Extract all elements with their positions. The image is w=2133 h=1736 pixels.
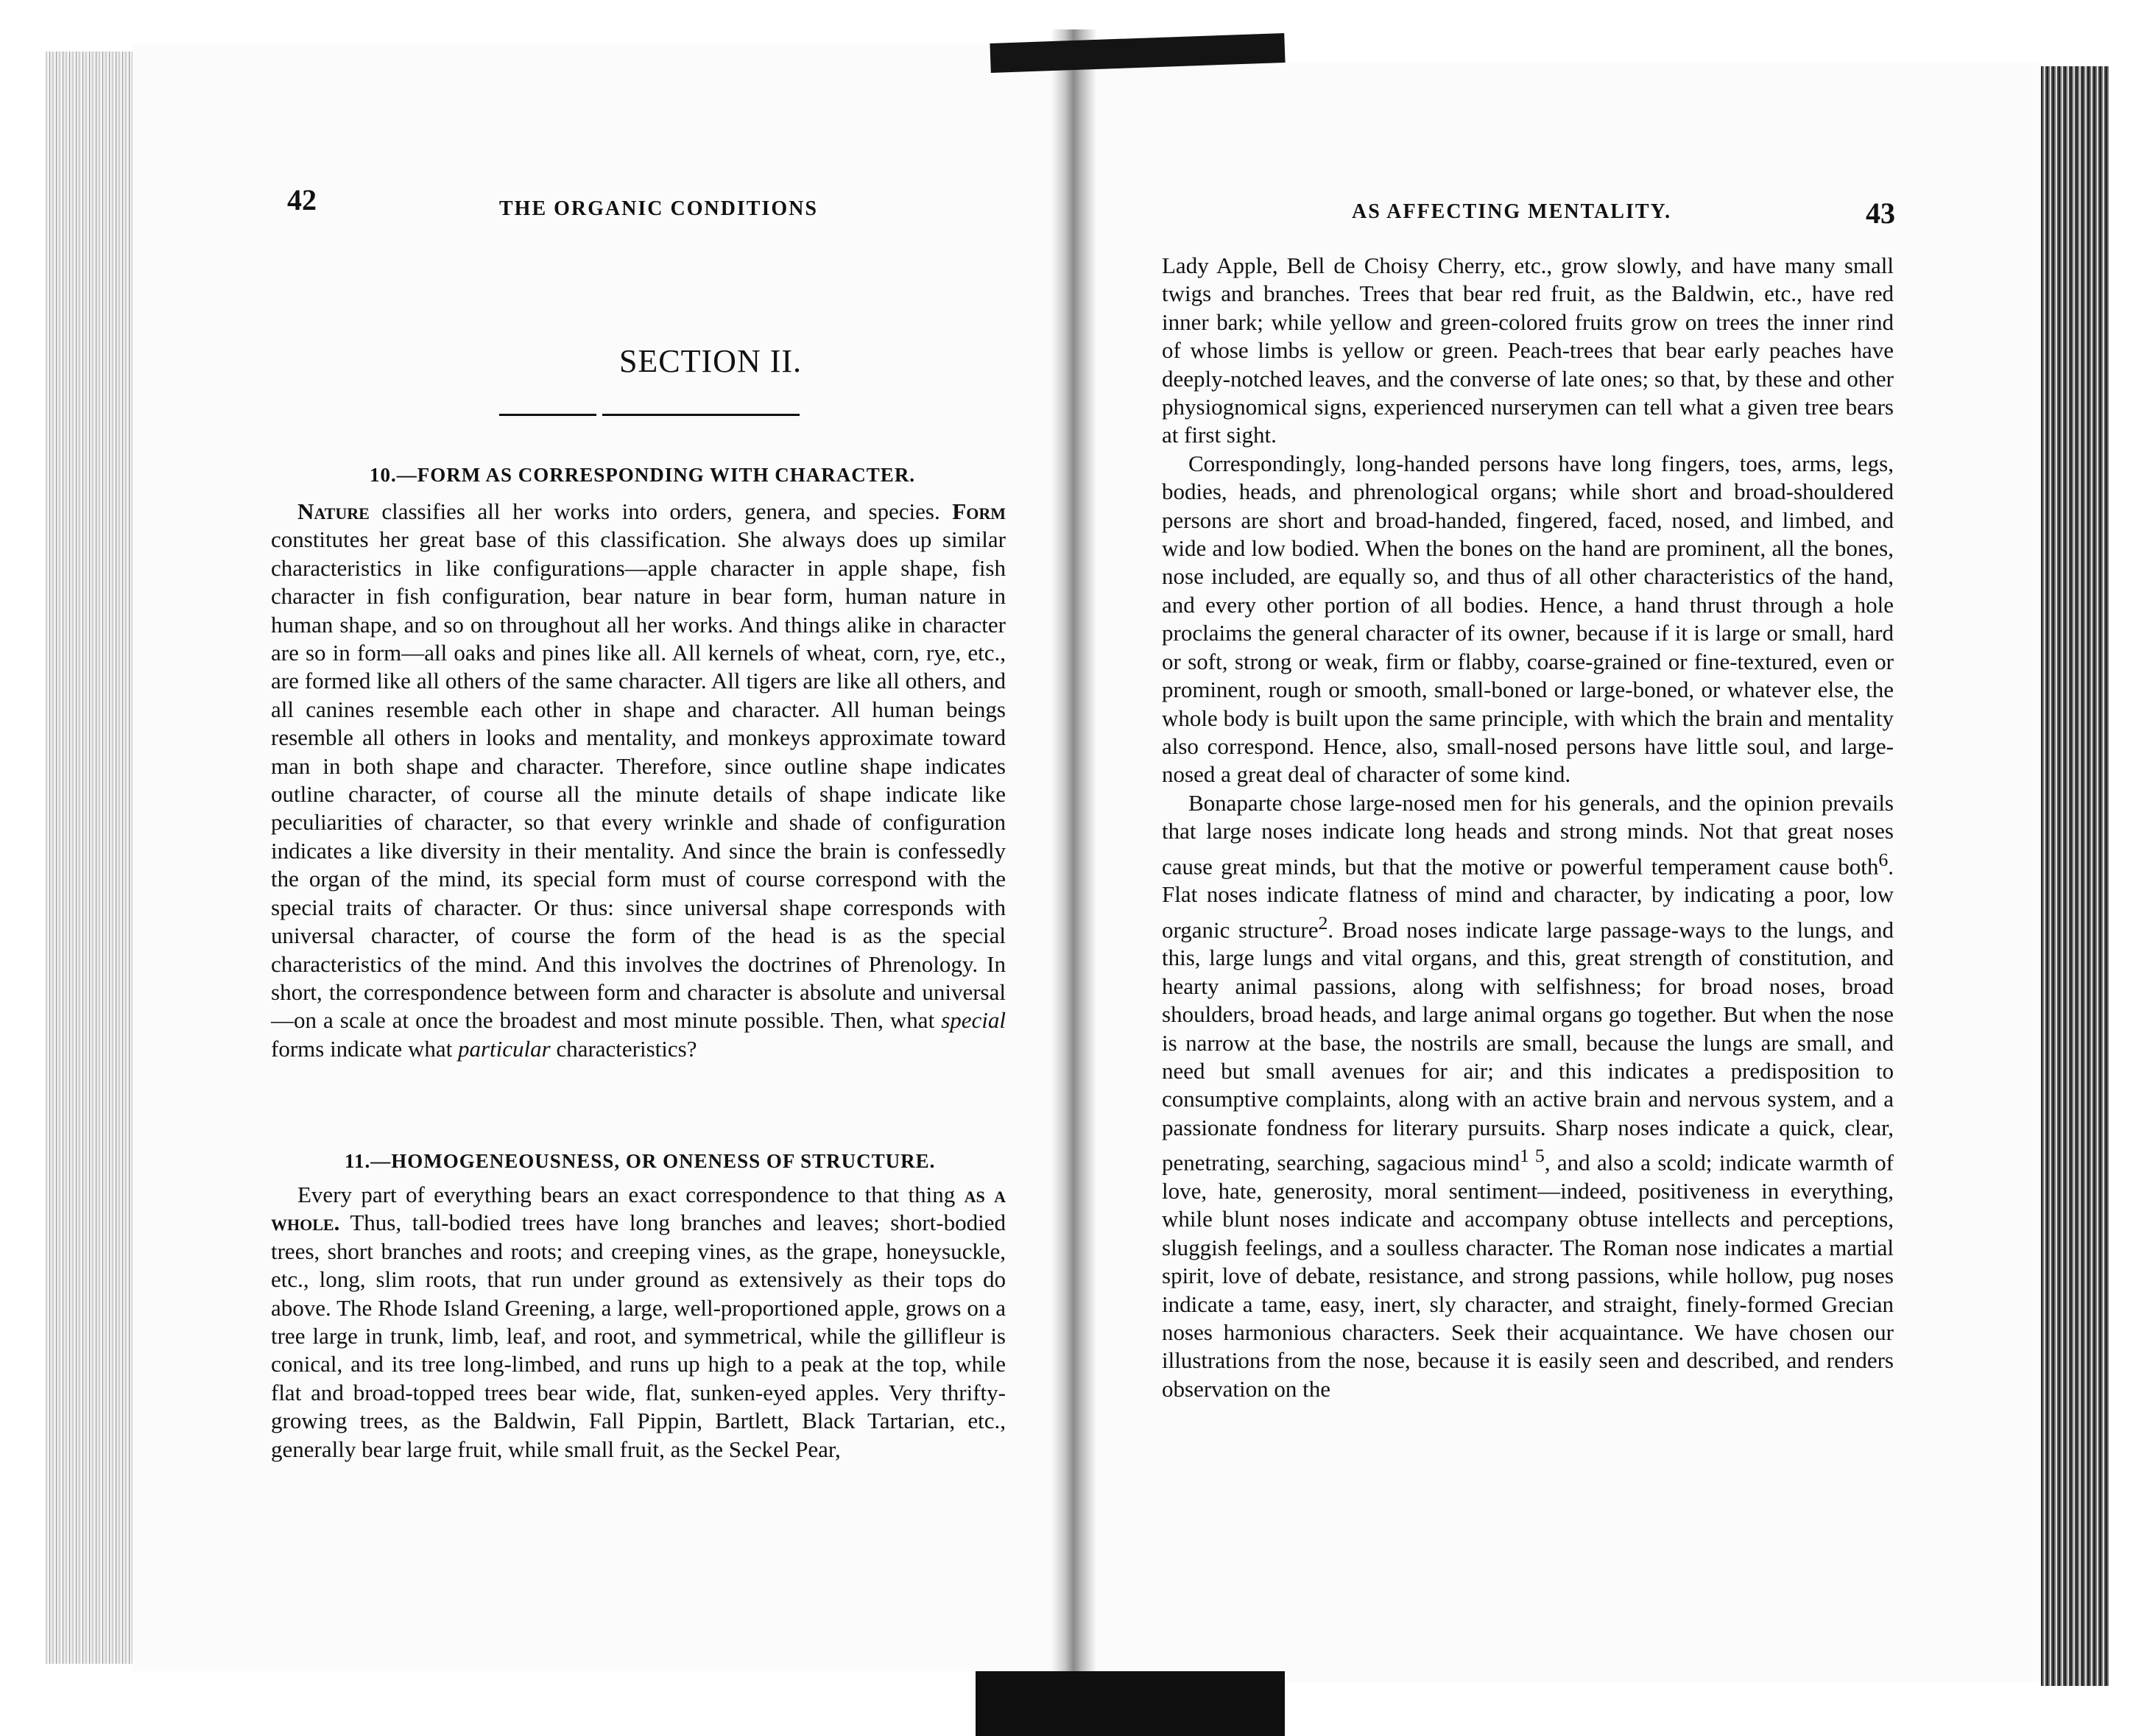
- right-paragraph-3: Bonaparte chose large-nosed men for his generals, and the opinion prevails that large noses indicate long heads and strong minds. Not that great noses cause great minds, but that the motive or powerful temperament cause both$^6$. Flat noses indicate flatness of mind and character, by indicating a poor, low organic structure$^2$. Broad noses indicate large passage-ways to the lungs, and this, large lungs and vital organs, and this, great strength of constitution, and hearty animal passions, along with selfishness; for broad noses, broad shoulders, broad heads, and large animal organs go together. But when the nose is narrow at the base, the nostrils are small, because the lungs are small, and need but small avenues for air; and this indicates a predisposition to consumptive complaints, along with an active brain and nervous system, and a passionate fondness for literary pursuits. Sharp noses indicate a quick, clear, penetrating, searching, sagacious mind$^{1 5}$, and also a scold; indicate warmth of love, hate, generosity, moral sentiment—indeed, positiveness in everything, while blunt noses indicate and accompany obtuse intellects and perceptions, sluggish feelings, and a soulless character. The Roman nose indicates a martial spirit, love of debate, resistance, and strong passions, while hollow, pug noses indicate a tame, easy, inert, sly character, and straight, finely-formed Grecian noses harmonious characters. Seek their acquaintance. We have chosen our illustrations from the nose, because it is easily seen and described, and renders observation on the: [1162, 789, 1894, 1402]
- left-page-edges: [46, 52, 133, 1664]
- footnote-ref-2: 2: [1318, 911, 1328, 934]
- section-rule-short: [499, 414, 596, 416]
- bookmark-ribbon-bottom: [976, 1671, 1285, 1736]
- right-page-edges: [2041, 66, 2109, 1686]
- footnote-ref-1-5: 1 5: [1519, 1145, 1545, 1167]
- right-page-number: 43: [1866, 197, 1895, 230]
- right-page-text: [1162, 252, 1894, 1403]
- left-running-head: THE ORGANIC CONDITIONS: [499, 197, 818, 220]
- lead-word-form: Form: [952, 498, 1006, 524]
- right-running-head: AS AFFECTING MENTALITY.: [1352, 200, 1672, 223]
- left-page-number: 42: [287, 183, 317, 216]
- footnote-ref-6: 6: [1878, 848, 1889, 870]
- right-paragraph-2: Correspondingly, long-handed persons have long fingers, toes, arms, legs, bodies, heads, and phrenological organs; while short and broad-shouldered persons are short and broad-handed, fingered, faced, nosed, and limbed, and wide and low bodied. When the bones on the hand are prominent, all the bones, nose included, are equally so, and thus of all other characteristics of the hand, and every other portion of all bodies. Hence, a hand thrust through a hole proclaims the general character of its owner, because if it is large or small, hard or soft, strong or weak, firm or flabby, coarse-grained or fine-textured, even or prominent, rough or smooth, small-boned or large-boned, or whatever else, the whole body is built upon the same principle, with which the brain and mentality also correspond. Hence, also, small-nosed persons have little soul, and large-nosed a great deal of character of some kind.: [1162, 450, 1894, 788]
- paragraph-10: Nature classifies all her works into orders, genera, and species. Form constitutes her great base of this classification. She always does up similar characteristics in like configurations—apple character in apple shape, fish character in fish configuration, bear nature in bear form, human nature in human shape, and so on throughout all her works. And things alike in character are so in form—all oaks and pines like all. All kernels of wheat, corn, rye, etc., are formed like all others of the same character. All tigers are like all others, and all canines resemble each other in shape and character. All human beings resemble all others in looks and mentality, and monkeys approximate toward man in both shape and character. Therefore, since outline shape indicates outline character, of course all the minute details of shape indicate like peculiarities of character, so that every wrinkle and shade of configuration indicates a like diversity in their mentality. And since the brain is confessedly the organ of the mind, its special form must of course correspond with the special traits of character. Or thus: since universal shape corresponds with universal character, of course the form of the head is as the special characteristics of the mind. And this involves the doctrines of Phrenology. In short, the correspondence between form and character is absolute and universal—on a scale at once the broadest and most minute possible. Then, what special forms indicate what particular characteristics?: [271, 498, 1006, 1062]
- lead-word-nature: Nature: [297, 498, 370, 524]
- paragraph-11: Every part of everything bears an exact correspondence to that thing as a whole. Thus, tall-bodied trees have long branches and leaves; short-bodied trees, short branches and roots; and creeping vines, as the grape, honeysuckle, etc., long, slim roots, that run under ground as extensively as their tops do above. The Rhode Island Greening, a large, well-proportioned apple, grows on a tree large in trunk, limb, leaf, and root, and symmetrical, while the gillifleur is conical, and its tree long-limbed, and runs up high to a peak at the top, while flat and broad-topped trees bear wide, flat, sunken-eyed apples. Very thrifty-growing trees, as the Baldwin, Fall Pippin, Bartlett, Black Tartarian, etc., generally bear large fruit, while small fruit, as the Seckel Pear,: [271, 1182, 1006, 1462]
- right-paragraph-1: Lady Apple, Bell de Choisy Cherry, etc., grow slowly, and have many small twigs and branches. Trees that bear red fruit, as the Baldwin, etc., have red inner bark; while yellow and green-colored fruits grow on trees the inner rind of whose limbs is yellow or green. Peach-trees that bear early peaches have deeply-notched leaves, and the converse of late ones; so that, by these and other physiognomical signs, experienced nurserymen can tell what a given tree bears at first sight.: [1162, 253, 1894, 448]
- section-title: SECTION II.: [618, 343, 803, 379]
- heading-11: 11.—HOMOGENEOUSNESS, OR ONENESS OF STRUCTURE.: [345, 1150, 936, 1172]
- book-gutter: [1051, 29, 1096, 1715]
- heading-10: 10.—FORM AS CORRESPONDING WITH CHARACTER.: [370, 464, 916, 486]
- section-rule-long: [602, 414, 800, 416]
